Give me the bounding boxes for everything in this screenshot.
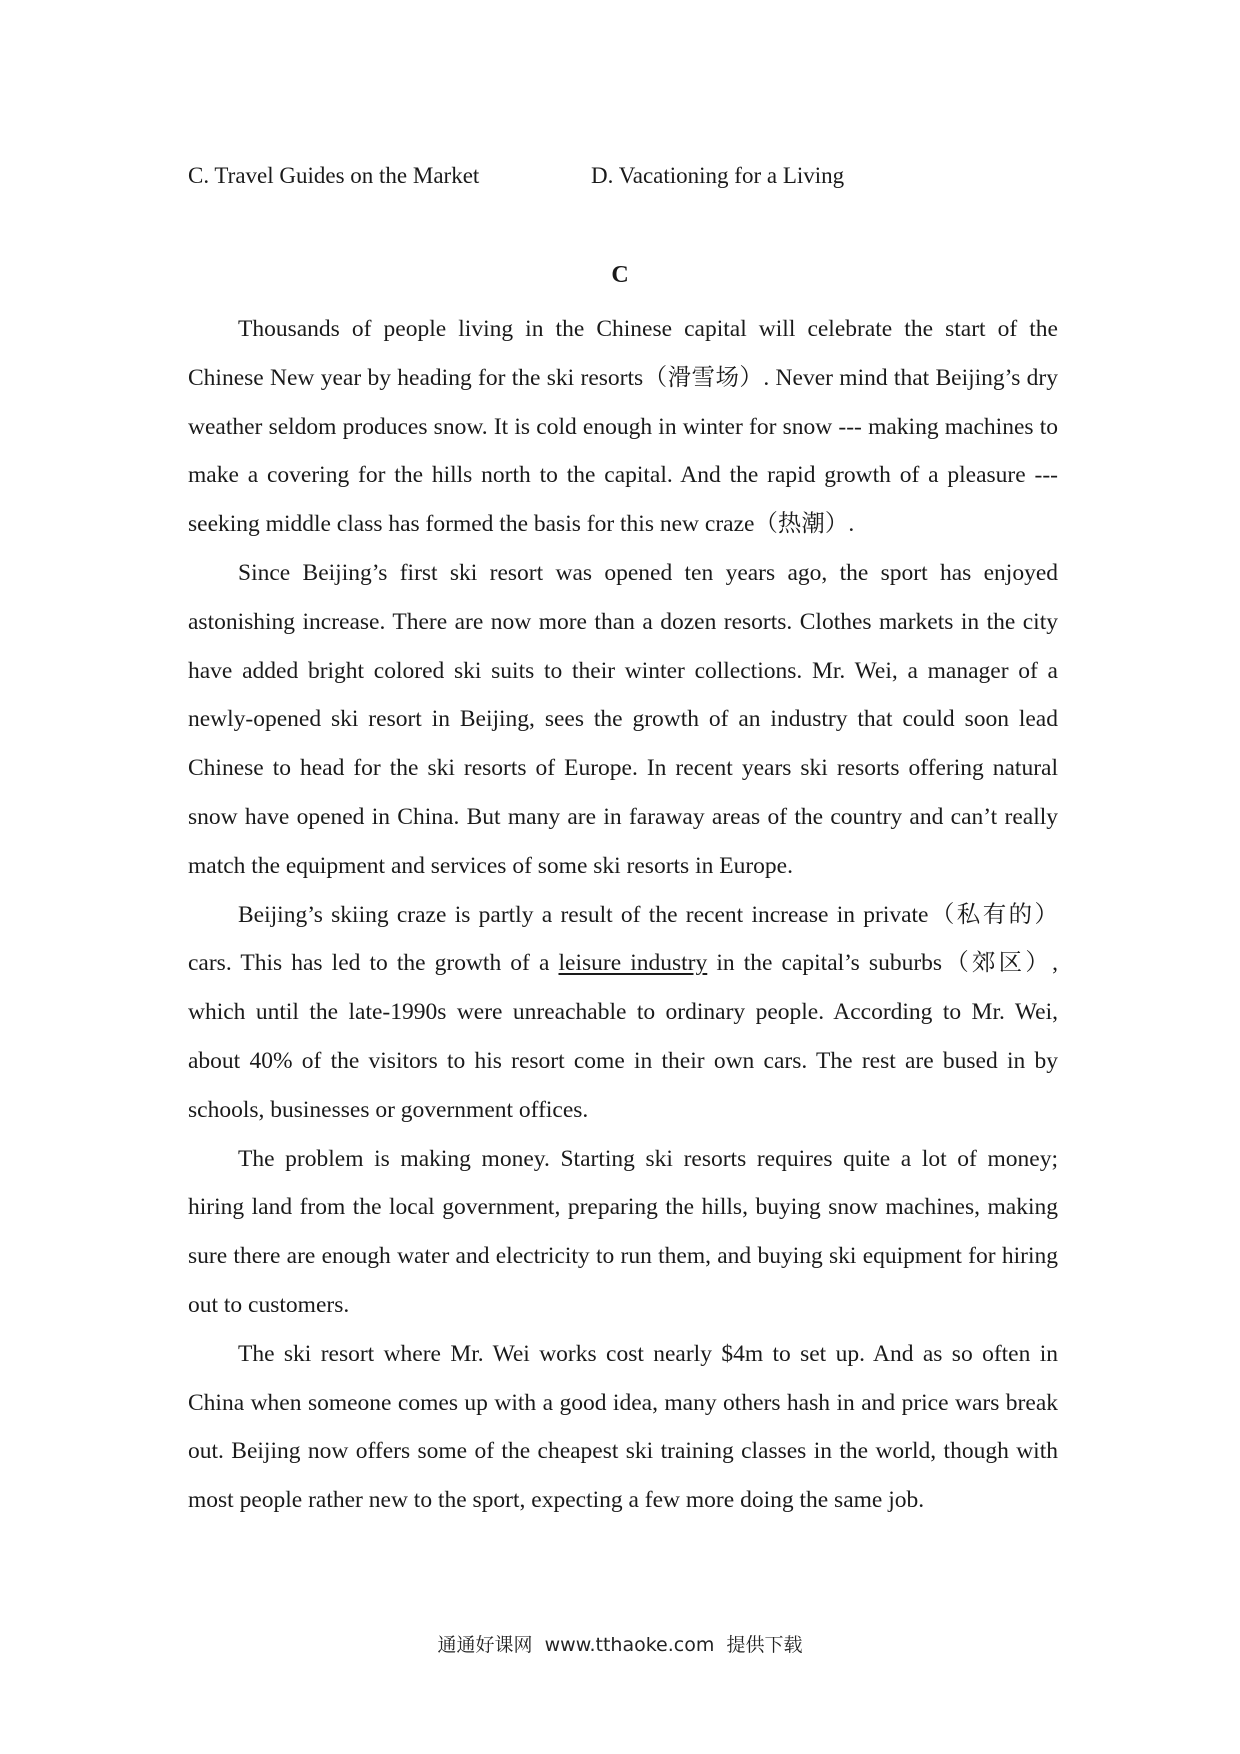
page-footer: 通通好课网 www.tthaoke.com 提供下载 (437, 1634, 803, 1656)
paragraph-2: Since Beijing’s first ski resort was opened ten years ago, the sport has enjoyed astonishing increase. There are now more than a dozen resorts. Clothes markets in the city have added bright colored ski suits to their winter collections. Mr. Wei, a manager of a newly-opened ski resort in Beijing, sees the growth of an industry that could soon lead Chinese to head for the ski resorts of Europe. In recent years ski resorts offering natural snow have opened in China. But many are in faraway areas of the country and can’t really match the equipment and services of some ski resorts in Europe. (188, 559, 1058, 879)
passage-body (188, 305, 1058, 1525)
paragraph-4: The problem is making money. Starting ski resorts requires quite a lot of money; hiring land from the local government, preparing the hills, buying snow machines, making sure there are enough water and electricity to run them, and buying ski equipment for hiring out to customers. (188, 1145, 1058, 1318)
underlined-term: leisure industry (558, 950, 708, 977)
paragraph-5: The ski resort where Mr. Wei works cost nearly $4m to set up. And as so often in China when someone comes up with a good idea, many others hash in and price wars break out. Beijing now offers some of the cheapest ski training classes in the world, though with most people rather new to the sport, expecting a few more doing the same job. (188, 1340, 1058, 1514)
section-heading: C (611, 262, 629, 288)
paragraph-3-part-2: in the capital’s suburbs（郊区）, which until the late-1990s were unreachable to ordinary people. According to Mr. Wei, about 40% of the visitors to his resort come in their own cars. The rest are bused in by schools, businesses or government offices. (188, 950, 1058, 1123)
paragraph-3-part-1: Beijing’s skiing craze is partly a result of the recent increase in private（私有的）cars. This has led to the growth of a (188, 901, 1058, 977)
paragraph-1: Thousands of people living in the Chinese capital will celebrate the start of the Chinese New year by heading for the ski resorts（滑雪场）. Never mind that Beijing’s dry weather seldom produces snow. It is cold enough in winter for snow --- making machines to make a covering for the hills north to the capital. And the rapid growth of a pleasure --- seeking middle class has formed the basis for this new craze（热潮）. (188, 316, 1058, 538)
option-c: C. Travel Guides on the Market (188, 163, 480, 188)
paragraph-3 (188, 891, 1058, 1135)
option-d: D. Vacationing for a Living (591, 163, 845, 188)
